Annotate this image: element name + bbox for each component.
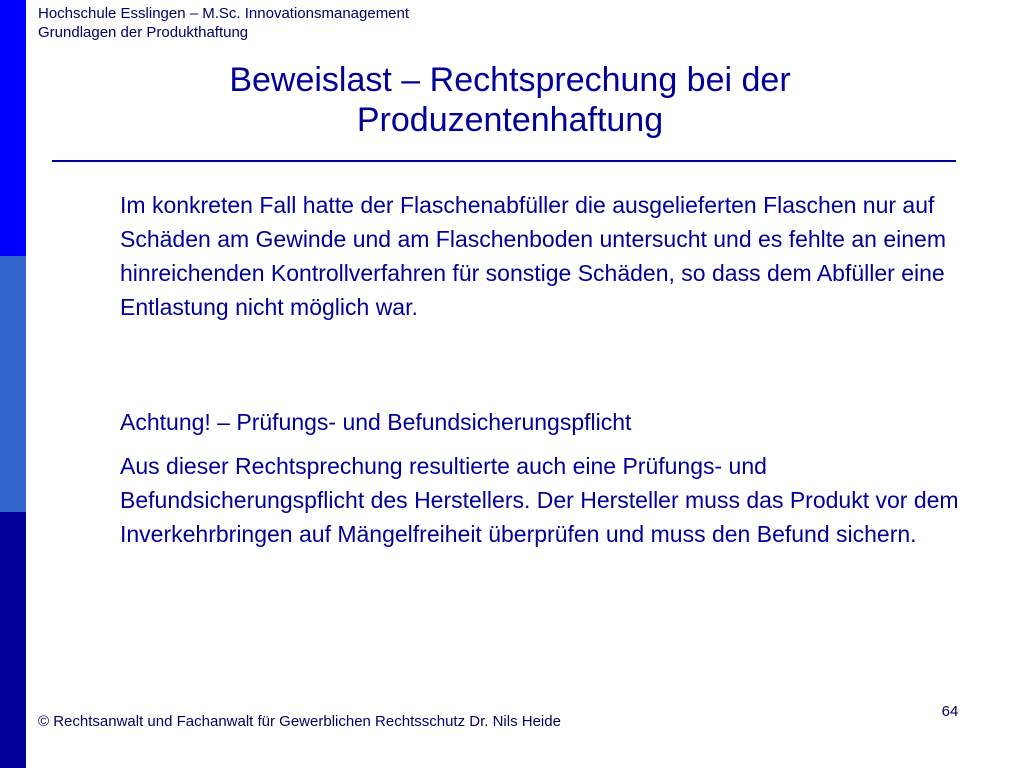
title-divider	[52, 160, 956, 162]
sidebar-accent-top	[0, 0, 26, 256]
sidebar-accent-middle	[0, 256, 26, 512]
slide-title-line2: Produzentenhaftung	[356, 101, 664, 139]
slide-header	[38, 4, 409, 42]
sidebar-accent-bottom	[0, 512, 26, 768]
page-number: 64	[941, 703, 959, 720]
header-course: Grundlagen der Produkthaftung	[38, 24, 249, 41]
paragraph-case: Im konkreten Fall hatte der Flaschenabfüller die ausgelieferten Flaschen nur auf Schäden am Gewinde und am Flaschenboden untersucht und es fehlte an einem hinreichenden Kontrollverfahren für sonstige Schäden, so dass dem Abfüller eine Entlastung nicht möglich war.	[120, 192, 946, 320]
paragraph-obligation: Aus dieser Rechtsprechung resultierte auch eine Prüfungs- und Befundsicherungspflicht des Herstellers. Der Hersteller muss das Produkt vor dem Inverkehrbringen auf Mängelfreiheit überprüfen und muss den Befund sichern.	[120, 453, 959, 547]
slide-title-line1: Beweislast – Rechtsprechung bei der	[229, 61, 791, 99]
paragraph-attention: Achtung! – Prüfungs- und Befundsicherungspflicht	[120, 409, 632, 435]
slide-title	[60, 60, 960, 140]
header-institution: Hochschule Esslingen – M.Sc. Innovationsmanagement	[38, 5, 410, 22]
footer-copyright: © Rechtsanwalt und Fachanwalt für Gewerblichen Rechtsschutz Dr. Nils Heide	[38, 713, 561, 730]
